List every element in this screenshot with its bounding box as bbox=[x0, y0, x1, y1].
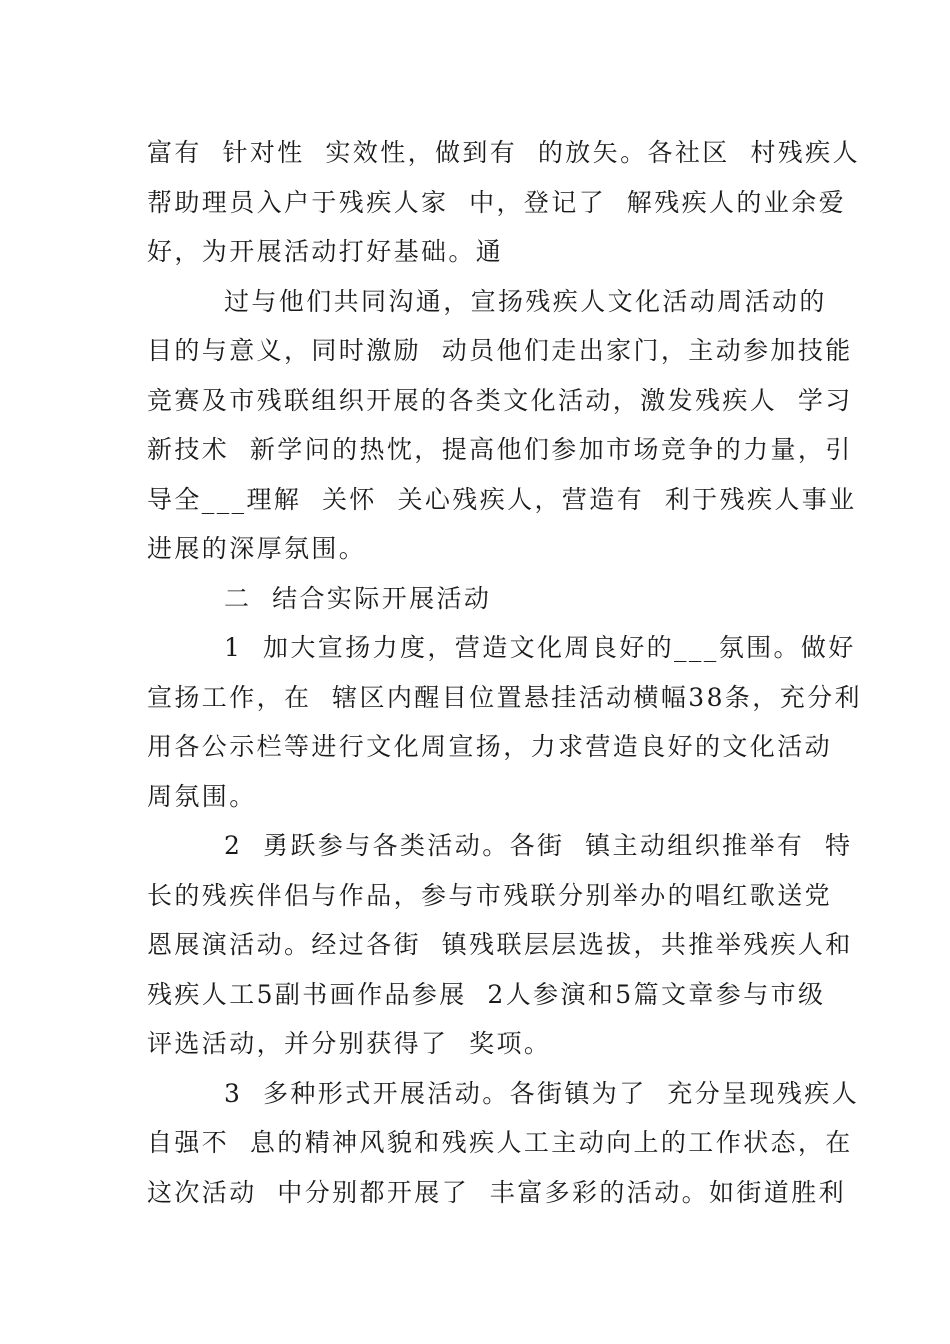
text-line: 残疾人工5副书画作品参展 2人参演和5篇文章参与市级 bbox=[147, 979, 826, 1009]
text-line: 周氛围。 bbox=[147, 781, 257, 811]
paragraph bbox=[147, 574, 807, 624]
text-line: 这次活动 中分别都开展了 丰富多彩的活动。如街道胜利 bbox=[147, 1177, 846, 1207]
text-line: 恩展演活动。经过各街 镇残联层层选拔，共推举残疾人和 bbox=[147, 930, 853, 959]
paragraph bbox=[147, 821, 853, 1069]
text-line: 帮助理员入户于残疾人家 中，登记了 解残疾人的业余爱 bbox=[147, 187, 846, 217]
text-line: 宣扬工作，在 辖区内醒目位置悬挂活动横幅38条，充分利 bbox=[147, 682, 862, 712]
text-line: 好，为开展活动打好基础。通 bbox=[147, 237, 504, 266]
text-line: 1 加大宣扬力度，营造文化周良好的___氛围。做好 bbox=[224, 633, 856, 662]
document-body bbox=[147, 128, 862, 1217]
paragraph bbox=[147, 128, 860, 277]
text-line: 过与他们共同沟通，宣扬残疾人文化活动周活动的 bbox=[224, 286, 827, 316]
paragraph bbox=[147, 1069, 860, 1218]
text-line: 进展的深厚氛围。 bbox=[147, 534, 367, 563]
paragraph bbox=[147, 277, 857, 574]
text-line: 2 勇跃参与各类活动。各街 镇主动组织推举有 特 bbox=[224, 831, 853, 860]
text-line: 目的与意义，同时激励 动员他们走出家门，主动参加技能 bbox=[147, 336, 853, 365]
text-line: 富有 针对性 实效性，做到有 的放矢。各社区 村残疾人 bbox=[147, 138, 860, 167]
text-line: 3 多种形式开展活动。各街镇为了 充分呈现残疾人 bbox=[224, 1078, 860, 1108]
text-line: 自强不 息的精神风貌和残疾人工主动向上的工作状态，在 bbox=[147, 1128, 853, 1157]
text-line: 评选活动，并分别获得了 奖项。 bbox=[147, 1029, 552, 1058]
paragraph bbox=[147, 623, 862, 821]
text-line: 长的残疾伴侣与作品，参与市残联分别举办的唱红歌送党 bbox=[147, 880, 833, 910]
text-line: 新技术 新学问的热忱，提高他们参加市场竞争的力量，引 bbox=[147, 435, 853, 464]
text-line: 二 结合实际开展活动 bbox=[224, 583, 492, 613]
text-line: 用各公示栏等进行文化周宣扬，力求营造良好的文化活动 bbox=[147, 732, 833, 761]
text-line: 导全___理解 关怀 关心残疾人，营造有 利于残疾人事业 bbox=[147, 484, 857, 514]
text-line: 竞赛及市残联组织开展的各类文化活动，激发残疾人 学习 bbox=[147, 385, 853, 415]
